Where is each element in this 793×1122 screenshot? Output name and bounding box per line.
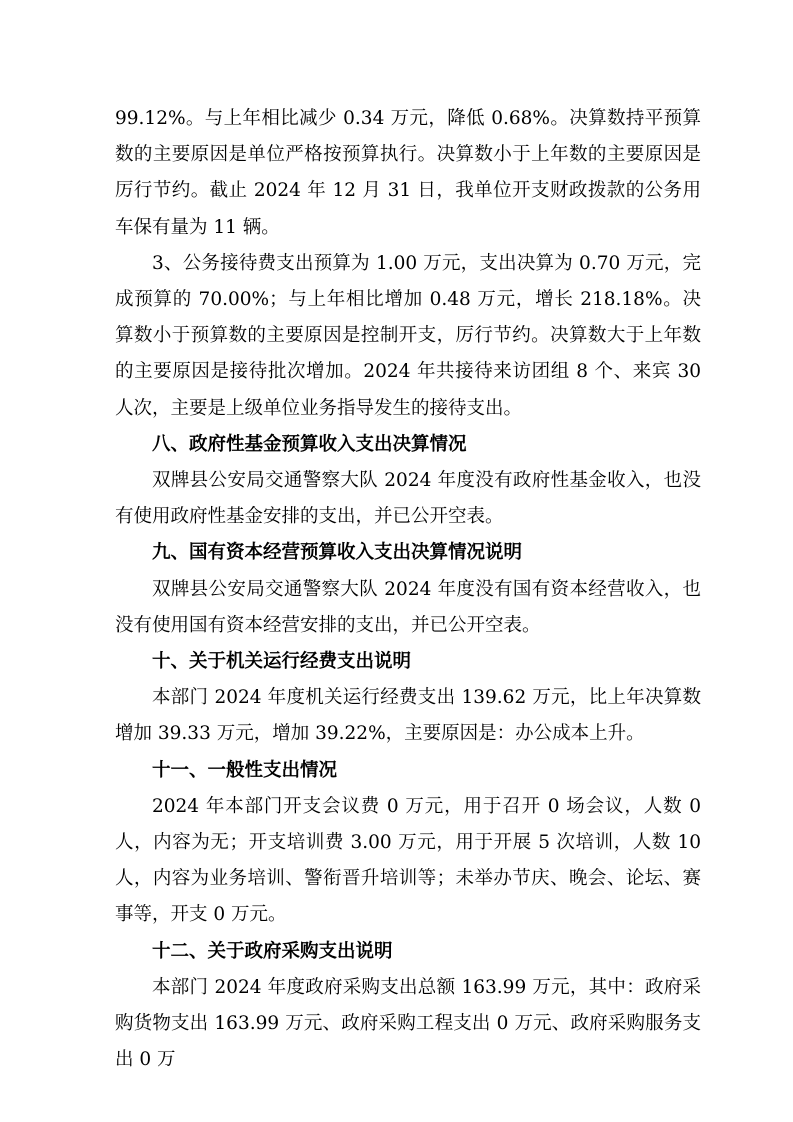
heading-operating-expense: 十、关于机关运行经费支出说明 (152, 651, 412, 673)
document-body (115, 101, 707, 1078)
paragraph-procurement: 本部门 2024 年度政府采购支出总额 163.99 万元，其中：政府采购货物支出 163.99 万元、政府采购工程支出 0 万元、政府采购服务支出 0 万 (115, 976, 701, 1071)
paragraph-reception-expense: 3、公务接待费支出预算为 1.00 万元，支出决算为 0.70 万元，完成预算的 70.00%；与上年相比增加 0.48 万元，增长 218.18%。决算数小于预算数的主要原因是控制开支，厉行节约。决算数大于上年数的主要原因是接待批次增加。2024 年共接待来访团组 8 个、来宾 30 人次，主要是上级单位业务指导发生的接待支出。 (115, 252, 707, 419)
heading-government-fund: 八、政府性基金预算收入支出决算情况 (152, 433, 467, 455)
heading-general-expense: 十一、一般性支出情况 (152, 759, 338, 781)
paragraph-operating-expense: 本部门 2024 年度机关运行经费支出 139.62 万元，比上年决算数增加 39.33 万元，增加 39.22%，主要原因是：办公成本上升。 (115, 687, 701, 745)
heading-procurement: 十二、关于政府采购支出说明 (152, 940, 393, 962)
paragraph-general-expense: 2024 年本部门开支会议费 0 万元，用于召开 0 场会议，人数 0 人，内容为无；开支培训费 3.00 万元，用于开展 5 次培训，人数 10 人，内容为业务培训、警衔晋升培训等；未举办节庆、晚会、论坛、赛事等，开支 0 万元。 (115, 795, 707, 926)
paragraph-government-fund: 双牌县公安局交通警察大队 2024 年度没有政府性基金收入，也没有使用政府性基金安排的支出，并已公开空表。 (115, 470, 701, 528)
heading-state-capital: 九、国有资本经营预算收入支出决算情况说明 (152, 542, 523, 564)
paragraph-vehicle-expense: 99.12%。与上年相比减少 0.34 万元，降低 0.68%。决算数持平预算数的主要原因是单位严格按预算执行。决算数小于上年数的主要原因是厉行节约。截止 2024 年 12 月 31 日，我单位开支财政拨款的公务用车保有量为 11 辆。 (115, 108, 701, 238)
paragraph-state-capital: 双牌县公安局交通警察大队 2024 年度没有国有资本经营收入，也没有使用国有资本经营安排的支出，并已公开空表。 (115, 578, 701, 636)
